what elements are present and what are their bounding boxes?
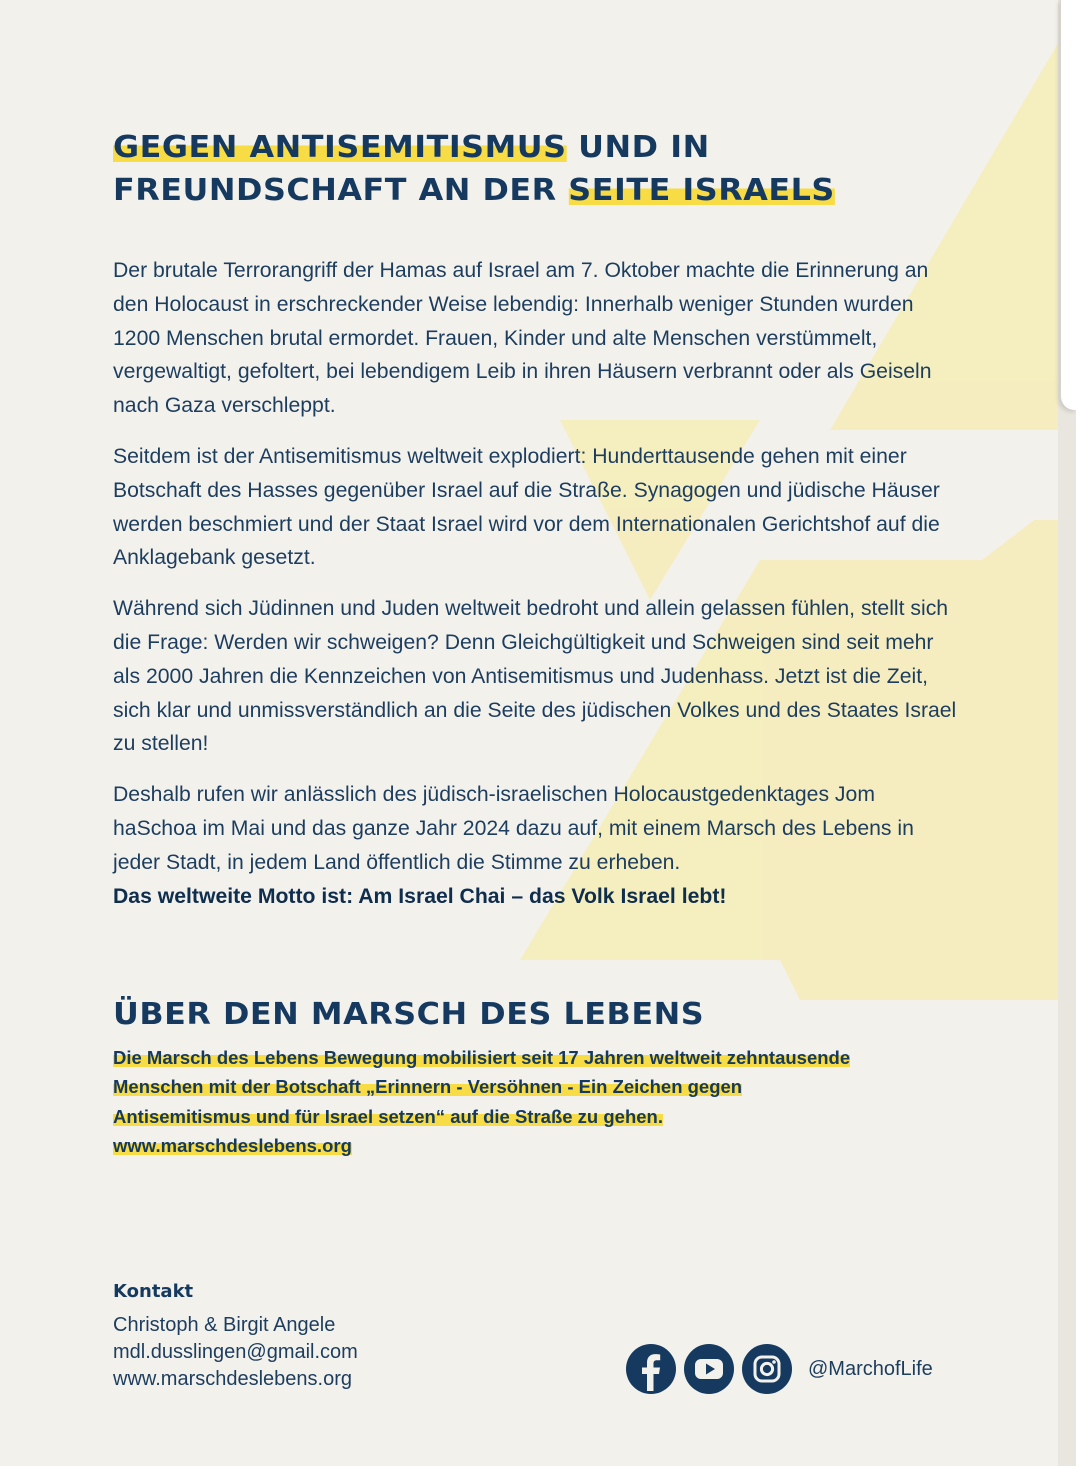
about-line-1: Die Marsch des Lebens Bewegung mobilisiert seit 17 Jahren weltweit zehntausende [113,1047,851,1068]
about-line [113,1072,973,1101]
body-text [113,254,963,930]
headline-highlight-1: GEGEN ANTISEMITISMUS [113,130,567,165]
paragraph-2: Seitdem ist der Antisemitismus weltweit explodiert: Hunderttausende gehen mit einer Botschaft des Hasses gegenüber Israel auf die Straße. Synagogen und jüdische Häuser werden beschmiert und der Staat Israel wird vor dem Internationalen Gerichtshof auf die Anklagebank gesetzt. [113,444,940,570]
social-handle[interactable]: @MarchofLife [808,1357,933,1380]
motto: Das weltweite Motto ist: Am Israel Chai – das Volk Israel lebt! [113,884,727,908]
headline-text-2: FREUNDSCHAFT AN DER [113,173,569,208]
instagram-icon[interactable] [742,1344,792,1394]
contact-name: Christoph & Birgit Angele [113,1314,336,1336]
paragraph-4-text: Deshalb rufen wir anlässlich des jüdisch-israelischen Holocaustgedenktages Jom haSchoa im Mai und das ganze Jahr 2024 dazu auf, mit einem Marsch des Lebens in jeder Stadt, in jedem Land öffentlich die Stimme zu erheben. [113,783,914,874]
contact-email[interactable]: mdl.dusslingen@gmail.com [113,1341,358,1363]
youtube-icon[interactable] [684,1344,734,1394]
headline [113,126,1060,212]
paragraph-3: Während sich Jüdinnen und Juden weltweit bedroht und allein gelassen fühlen, stellt sich die Frage: Werden wir schweigen? Denn Gleichgültigkeit und Schweigen sind seit mehr als 2000 Jahren die Kennzeichen von Antisemitismus und Judenhass. Jetzt ist die Zeit, sich klar und unmissverständlich an die Seite des jüdischen Volkes und des Staates Israel zu stellen! [113,597,957,756]
facebook-icon[interactable] [626,1344,676,1394]
about-line-2: Menschen mit der Botschaft „Erinnern - Versöhnen - Ein Zeichen gegen [113,1076,743,1098]
social-links [626,1343,933,1395]
about-text [113,1043,973,1160]
paragraph-1: Der brutale Terrorangriff der Hamas auf Israel am 7. Oktober machte die Erinnerung an den Holocaust in erschreckender Weise lebendig: Innerhalb weniger Stunden wurden 1200 Menschen brutal ermordet. Frauen, Kinder und alte Menschen verstümmelt, vergewaltigt, gefoltert, bei lebendigem Leib in ihren Häusern verbrannt oder als Geiseln nach Gaza verschleppt. [113,259,932,418]
about-line-3: Antisemitismus und für Israel setzen“ auf die Straße zu gehen. [113,1105,663,1127]
contact-label: Kontakt [113,1281,194,1302]
about-line [113,1043,973,1072]
about-line [113,1131,973,1160]
headline-highlight-2: SEITE ISRAELS [568,173,835,208]
about-line [113,1102,973,1131]
about-title: ÜBER DEN MARSCH DES LEBENS [113,997,705,1032]
headline-text-1: UND IN [566,130,710,165]
about-link[interactable]: www.marschdeslebens.org [113,1134,352,1156]
paragraph-4 [113,778,963,913]
contact-block [113,1280,358,1393]
contact-website[interactable]: www.marschdeslebens.org [113,1368,352,1390]
scroll-handle[interactable] [1060,0,1076,410]
